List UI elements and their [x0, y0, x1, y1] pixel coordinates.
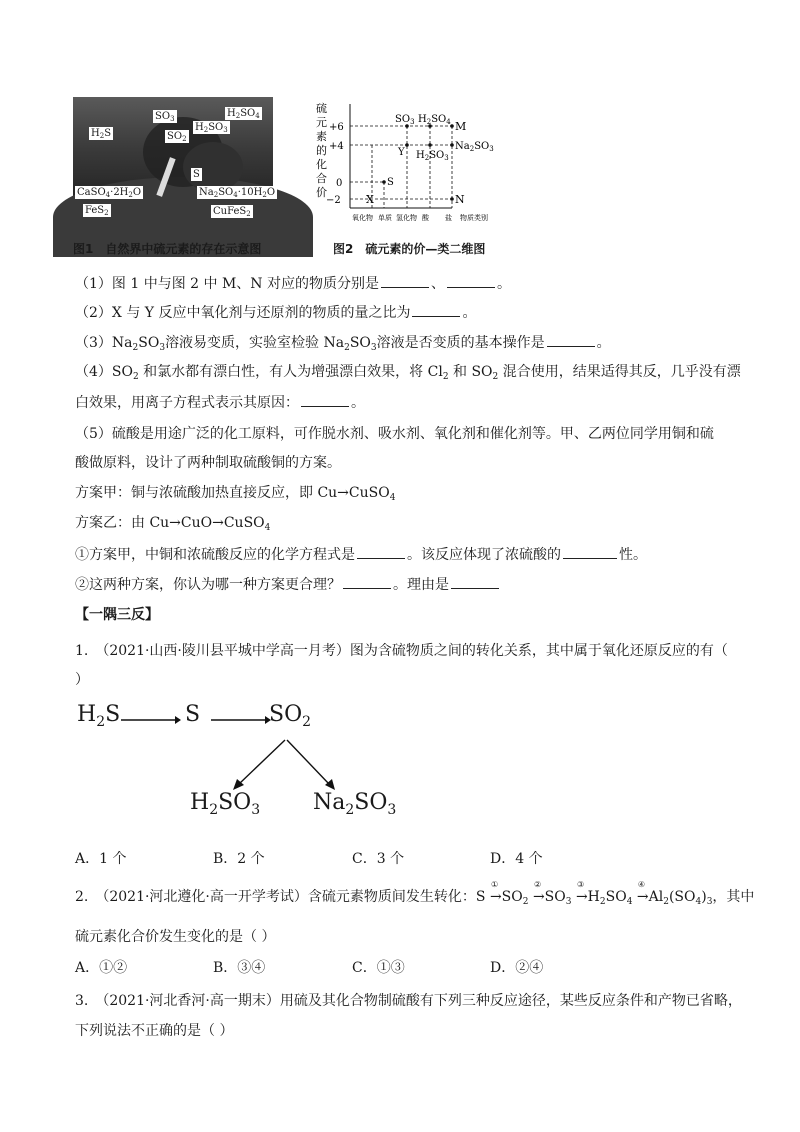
smoke-cloud — [183, 142, 243, 192]
problem-2-stem: 2. （2021·河北遵化·高一开学考试）含硫元素物质间发生转化：S ① $\to SO_2$ ② $\to SO_3$ ③ $\to H_2SO_4$ ④ $\to Al_2(SO_4)_3$，其中 — [75, 880, 755, 907]
problem-2-stem-end: 硫元素化合价发生变化的是（ ） — [75, 929, 276, 945]
p2-option-a[interactable]: A．①② — [75, 960, 128, 976]
plan-b: 方案乙：由 Cu→CuO→CuSO$_4$ — [75, 515, 271, 533]
p2-option-c[interactable]: C．①③ — [352, 960, 405, 976]
label-h2so3: $H_2SO_3$ — [195, 122, 228, 134]
point-m: M — [455, 120, 467, 133]
question-1: （1）图 1 中与图 2 中 M、N 对应的物质分别是 、 。 — [75, 273, 511, 294]
flow-s: S — [185, 702, 201, 727]
p1-option-a[interactable]: A．1 个 — [75, 851, 127, 867]
point-so3: $SO_3$ — [395, 114, 415, 126]
svg-text:化: 化 — [316, 158, 327, 171]
svg-text:价: 价 — [316, 186, 327, 199]
point-h2so4: $H_2SO_4$ — [418, 114, 451, 126]
question-5-line-2: 酸做原料，设计了两种制取硫酸铜的方案。 — [75, 455, 341, 471]
problem-3-stem-end: 下列说法不正确的是（ ） — [75, 1023, 234, 1039]
problem-1-stem-end: ） — [75, 672, 89, 688]
svg-text:氢化物: 氢化物 — [396, 214, 417, 222]
svg-text:盐: 盐 — [445, 214, 452, 222]
sulfur-conversion-diagram — [75, 700, 435, 820]
point-h2so3: $H_2SO_3$ — [416, 150, 449, 162]
section-title: 【一隅三反】 — [75, 607, 159, 623]
x-tick-labels — [352, 213, 488, 222]
figure-2-caption: 图2 硫元素的价—类二维图 — [333, 242, 486, 256]
point-y: Y — [398, 147, 405, 158]
label-s: S — [193, 169, 200, 180]
label-so2: $SO_2$ — [167, 131, 187, 143]
p2-option-d[interactable]: D．②④ — [490, 960, 544, 976]
problem-3-stem: 3. （2021·河北香河·高一期末）用硫及其化合物制硫酸有下列三种反应途径，某些反应条件和产物已省略， — [75, 993, 742, 1009]
arrow-mark-2: ② → — [532, 880, 545, 905]
svg-text:物质类别: 物质类别 — [460, 214, 488, 222]
p1-option-c[interactable]: C．3 个 — [352, 851, 405, 867]
label-so3: $SO_3$ — [155, 111, 175, 123]
arrow-icon — [121, 714, 181, 726]
svg-text:元: 元 — [316, 116, 327, 129]
svg-text:的: 的 — [316, 144, 327, 157]
p1-option-d[interactable]: D．4 个 — [490, 851, 543, 867]
ytick-6: +6 — [329, 122, 344, 133]
arrow-mark-4: ④ → — [636, 880, 649, 905]
point-n: N — [455, 193, 465, 206]
ytick-0: 0 — [336, 178, 343, 189]
point-na2so3: $Na_2SO_3$ — [455, 141, 494, 153]
svg-text:硫: 硫 — [316, 102, 327, 115]
sub-question-2: ②这两种方案，你认为哪一种方案更合理？ 。理由是 — [75, 574, 501, 595]
flow-na2so3: $Na_2SO_3$ — [313, 790, 397, 818]
ytick-4: +4 — [329, 141, 344, 152]
p1-option-b[interactable]: B．2 个 — [213, 851, 265, 867]
figure-1-caption: 图1 自然界中硫元素的存在示意图 — [73, 242, 262, 256]
label-fes2: FeS$_2$ — [85, 205, 109, 217]
arrow-mark-3: ③ → — [575, 880, 588, 905]
question-4-line-1: $(4)SO_2$ 和氯水都有漂白性，有人为增强漂白效果，将 $Cl_2$ 和 $SO_2$ 混合使用，结果适得其反，几乎没有漂 — [75, 364, 741, 382]
plan-a: 方案甲：铜与浓硫酸加热直接反应，即 Cu→CuSO$_4$ — [75, 485, 396, 503]
svg-text:单质: 单质 — [378, 214, 392, 222]
point-s: S — [387, 177, 394, 188]
question-4-line-2: 白效果，用离子方程式表示其原因： 。 — [75, 392, 365, 413]
sub-question-1: ①方案甲，中铜和浓硫酸反应的化学方程式是 。该反应体现了浓硫酸的 性。 — [75, 544, 647, 565]
label-na2so4: $Na_2SO_4\cdot 10H_2O$ — [199, 187, 276, 199]
svg-text:素: 素 — [316, 130, 327, 143]
ytick-neg2: −2 — [326, 195, 341, 206]
p2-option-b[interactable]: B．③④ — [213, 960, 266, 976]
branch-arrows-icon — [225, 738, 345, 793]
flow-h2s: $H_2S$ — [77, 702, 121, 730]
svg-text:合: 合 — [316, 172, 327, 185]
label-h2s: $H_2S$ — [91, 128, 112, 140]
y-axis-label — [316, 101, 327, 199]
svg-text:酸: 酸 — [422, 214, 429, 222]
points — [382, 124, 454, 201]
question-5-line-1: （5）硫酸是用途广泛的化工原料，可作脱水剂、吸水剂、氧化剂和催化剂等。甲、乙两位同学用铜和硫 — [75, 426, 714, 442]
point-x: X — [366, 193, 374, 206]
arrow-icon — [211, 714, 271, 726]
figure-2-diagram — [312, 98, 512, 238]
problem-1-stem: 1. （2021·山西·陵川县平城中学高一月考）图为含硫物质之间的转化关系，其中属于氧化还原反应的有（ — [75, 643, 728, 659]
arrow-mark-1: ① → — [489, 880, 502, 905]
flow-so2: $SO_2$ — [269, 702, 312, 730]
question-3: $(3)Na_2SO_3$溶液易变质，实验室检验 $Na_2SO_3$溶液是否变质的基本操作是 。 — [75, 332, 611, 353]
question-2: （2）X 与 Y 反应中氧化剂与还原剂的物质的量之比为 。 — [75, 302, 476, 323]
label-cufes2: CuFeS$_2$ — [213, 206, 251, 218]
figure-1-image — [73, 97, 276, 223]
label-caso4: $CaSO_4\cdot 2H_2O$ — [77, 187, 142, 199]
label-h2so4: $H_2SO_4$ — [227, 108, 260, 120]
svg-text:氧化物: 氧化物 — [352, 214, 373, 222]
flow-h2so3: $H_2SO_3$ — [190, 790, 261, 818]
